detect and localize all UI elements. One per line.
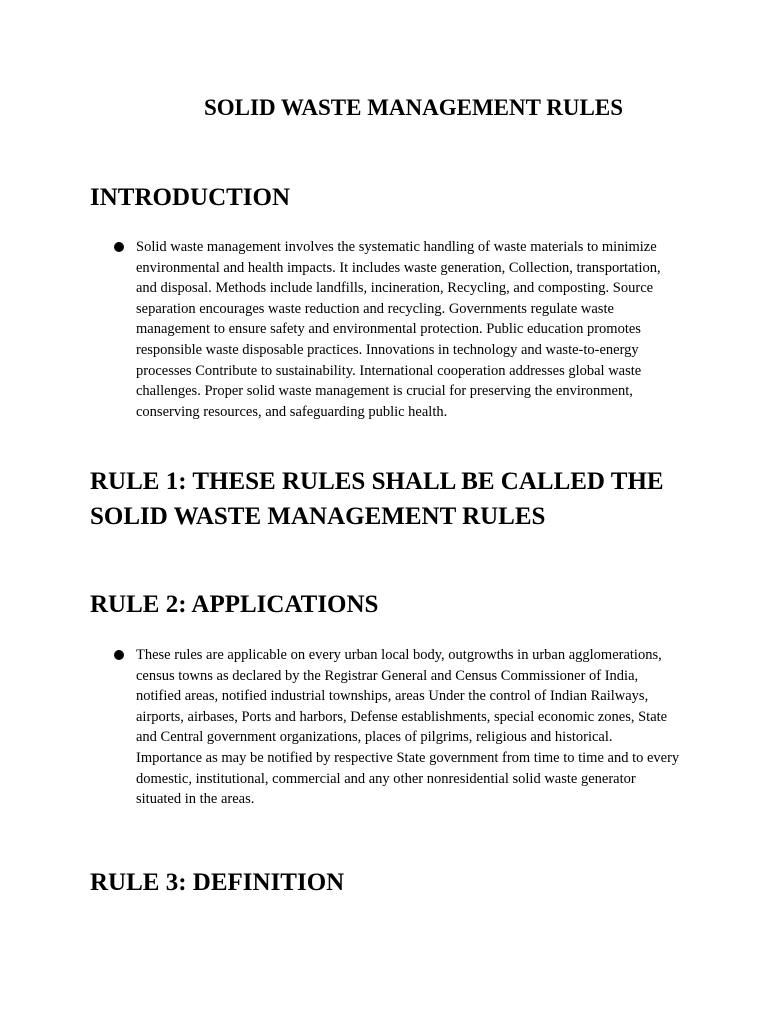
list-item <box>112 645 682 810</box>
list-item <box>112 237 682 422</box>
introduction-bullet-list <box>112 237 682 422</box>
bullet-icon <box>114 650 124 660</box>
introduction-paragraph: Solid waste management involves the systematic handling of waste materials to minimize environmental and health impacts. It includes waste generation, Collection, transportation, and disposal. Methods include landfills, incineration, Recycling, and composting. Source separation encourages waste reduction and recycling. Governments regulate waste management to ensure safety and environmental protection. Public education promotes responsible waste disposable practices. Innovations in technology and waste-to-energy processes Contribute to sustainability. International cooperation addresses global waste challenges. Proper solid waste management is crucial for preserving the environment, conserving resources, and safeguarding public health. <box>136 239 661 420</box>
section-heading-rule-1 <box>90 464 664 534</box>
rule-2-paragraph: These rules are applicable on every urban local body, outgrowths in urban agglomerations, census towns as declared by the Registrar General and Census Commissioner of India, notified areas, notified industrial townships, areas Under the control of Indian Railways, airports, airbases, Ports and harbors, Defense establishments, special economic zones, State and Central government organizations, places of pilgrims, religious and historical. Importance as may be notified by respective State government from time to time and to every domestic, institutional, commercial and any other nonresidential solid waste generator situated in the areas. <box>136 647 680 808</box>
section-heading-introduction: INTRODUCTION <box>90 184 291 211</box>
bullet-icon <box>114 242 124 252</box>
rule-1-heading-line-2: SOLID WASTE MANAGEMENT RULES <box>90 503 546 530</box>
section-heading-rule-2: RULE 2: APPLICATIONS <box>90 591 379 618</box>
document-title: SOLID WASTE MANAGEMENT RULES <box>204 95 623 120</box>
section-heading-rule-3: RULE 3: DEFINITION <box>90 869 345 896</box>
rule-2-bullet-list <box>112 645 682 810</box>
rule-1-heading-line-1: RULE 1: THESE RULES SHALL BE CALLED THE <box>90 468 664 495</box>
